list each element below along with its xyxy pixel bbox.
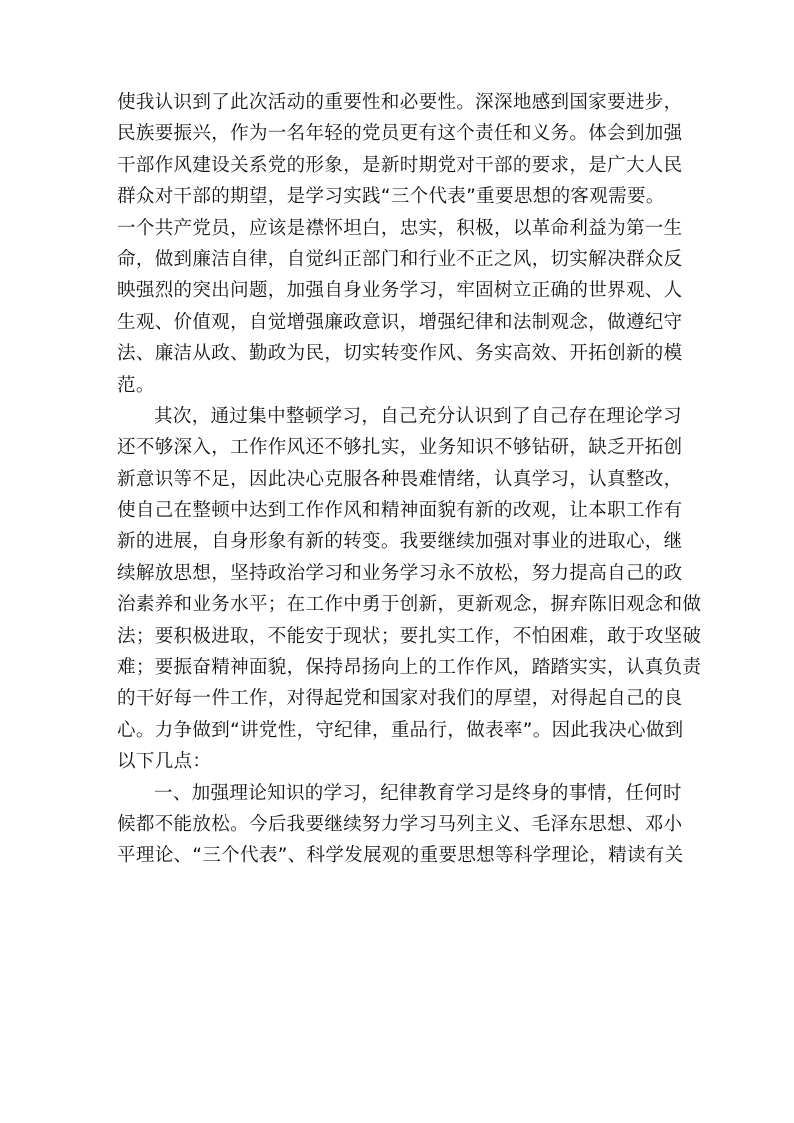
text-line: 心。力争做到“讲党性，守纪律，重品行，做表率”。因此我决心做到: [117, 719, 684, 741]
text-line: 民族要振兴，作为一名年轻的党员更有这个责任和义务。体会到加强: [117, 123, 683, 145]
text-line: 候都不能放松。今后我要继续努力学习马列主义、毛泽东思想、邓小: [117, 813, 683, 835]
document-body: [117, 87, 702, 872]
text-line: 使我认识到了此次活动的重要性和必要性。深深地感到国家要进步，: [117, 92, 683, 113]
text-line: 法、廉洁从政、勤政为民，切实转变作风、务实高效、开拓创新的模: [117, 343, 683, 365]
text-line: 干部作风建设关系党的形象，是新时期党对干部的要求，是广大人民: [117, 154, 683, 176]
text-line: 的干好每一件工作，对得起党和国家对我们的厚望，对得起自己的良: [117, 688, 683, 710]
text-line: 治素养和业务水平；在工作中勇于创新，更新观念，摒弃陈旧观念和做: [117, 594, 702, 616]
text-line: 范。: [117, 374, 155, 396]
text-line: 一个共产党员，应该是襟怀坦白，忠实，积极，以革命利益为第一生: [117, 217, 683, 239]
text-line: 新意识等不足，因此决心克服各种畏难情绪，认真学习，认真整改，: [117, 468, 683, 490]
paragraph-2: [117, 401, 702, 778]
text-line: 其次，通过集中整顿学习，自己充分认识到了自己存在理论学习: [154, 405, 682, 427]
text-line: 命，做到廉洁自律，自觉纠正部门和行业不正之风，切实解决群众反: [117, 248, 683, 270]
text-line: 以下几点：: [117, 751, 212, 773]
text-line: 群众对干部的期望，是学习实践“三个代表”重要思想的客观需要。: [117, 186, 665, 208]
text-line: 使自己在整顿中达到工作作风和精神面貌有新的改观，让本职工作有: [117, 500, 683, 522]
text-line: 新的进展，自身形象有新的转变。我要继续加强对事业的进取心，继: [117, 531, 683, 553]
text-line: 一、加强理论知识的学习，纪律教育学习是终身的事情，任何时: [154, 782, 682, 804]
text-line: 难；要振奋精神面貌，保持昂扬向上的工作作风，踏踏实实，认真负责: [117, 657, 702, 679]
text-line: 映强烈的突出问题，加强自身业务学习，牢固树立正确的世界观、人: [117, 280, 683, 302]
text-line: 平理论、“三个代表”、科学发展观的重要思想等科学理论，精读有关: [117, 845, 684, 867]
text-line: 生观、价值观，自觉增强廉政意识，增强纪律和法制观念，做遵纪守: [117, 311, 683, 333]
text-line: 法；要积极进取，不能安于现状；要扎实工作，不怕困难，敢于攻坚破: [117, 625, 702, 647]
text-line: 续解放思想，坚持政治学习和业务学习永不放松，努力提高自己的政: [117, 562, 683, 584]
text-line: 还不够深入，工作作风还不够扎实，业务知识不够钻研，缺乏开拓创: [117, 437, 683, 459]
paragraph-3: [117, 778, 685, 872]
paragraph-1: [117, 87, 685, 401]
